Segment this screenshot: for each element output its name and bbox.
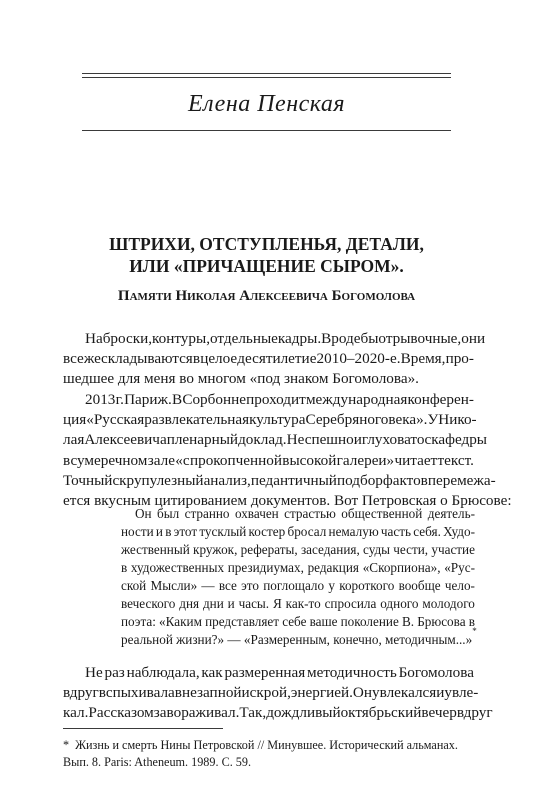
text-line: вдруг вспыхивала внезапной искрой, энергией. Он увлекался и увле-	[63, 684, 479, 702]
header-rule-bottom	[82, 130, 451, 131]
quote-line-last	[121, 626, 477, 649]
text-line: Не раз наблюдала, как размеренная методичность Богомолова	[85, 664, 474, 681]
footnote-mark: *	[63, 738, 70, 752]
paragraph-2	[63, 390, 512, 511]
header-rule-top-second	[82, 77, 451, 78]
quote-line: жественный кружок, рефераты, заседания, суды чести, участие	[121, 542, 475, 557]
quote-line: Он был странно охвачен страстью общественной деятель-	[135, 506, 475, 521]
article-title	[0, 233, 533, 277]
footnote-line-1	[63, 737, 474, 754]
quote-line-text: реальной жизни?» — «Размеренным, конечно, методичным...»	[121, 632, 473, 647]
quote-line: ности и в этот тусклый костер бросал немалую часть себя. Худо-	[121, 524, 475, 539]
block-quote	[121, 505, 475, 649]
text-line: лая Алексеевича пленарный доклад. Неспешно и глуховато с кафедры	[63, 431, 488, 449]
text-line: Наброски, контуры, отдельные кадры. Вроде бы отрывочные, они	[85, 330, 486, 347]
quote-line: ской Мысли» — все это поглощало у короткого вообще чело-	[121, 578, 475, 593]
article-title-line-2: ИЛИ «ПРИЧАЩЕНИЕ СЫРОМ».	[129, 256, 404, 276]
article-title-line-1: ШТРИХИ, ОТСТУПЛЕНЬЯ, ДЕТАЛИ,	[109, 234, 424, 254]
text-line: 2013 г. Париж. В Сорбонне проходит международная конферен-	[85, 391, 474, 408]
text-line: кал. Рассказом завораживал. Так, дождливый октябрьский вечер вдруг	[63, 704, 493, 722]
text-line: Точный скрупулезный анализ, педантичный подбор фактов перемежа-	[63, 471, 496, 489]
text-line: шедшее для меня во многом «под знаком Богомолова».	[63, 370, 419, 388]
paragraph-1	[63, 329, 486, 390]
quote-line: в художественных президиумах, редакция «Скорпиона», «Рус-	[121, 560, 475, 575]
quote-line: веческого дня дни и часы. Я как-то спросила одного молодого	[121, 596, 475, 611]
footnote-rule	[63, 728, 223, 729]
footnote-text-1: Жизнь и смерть Нины Петровской // Минувшее. Исторический альманах.	[75, 738, 458, 752]
text-line: ция «Русская развлекательная культура Серебряного века». У Нико-	[63, 411, 477, 429]
article-subtitle: Памяти Николая Алексеевича Богомолова	[117, 288, 416, 304]
footnote-reference[interactable]: *	[472, 626, 477, 636]
header-rule-top	[82, 73, 451, 74]
text-line: все же складываются в целое десятилетие 2010–2020-е. Время, про-	[63, 350, 474, 368]
text-line: в сумеречном зале «с прокопченной высокой галереи» читает текст.	[63, 451, 474, 469]
footnote	[63, 737, 474, 771]
author-name: Елена Пенская	[187, 91, 346, 117]
footnote-line-2: Вып. 8. Paris: Atheneum. 1989. С. 59.	[63, 755, 252, 769]
text-line: ется вкусным цитированием документов. Вот Петровская о Брюсове:	[63, 492, 512, 510]
paragraph-3	[63, 663, 493, 724]
quote-line: поэта: «Каким представляет себе ваше поколение В. Брюсова в	[121, 614, 475, 629]
